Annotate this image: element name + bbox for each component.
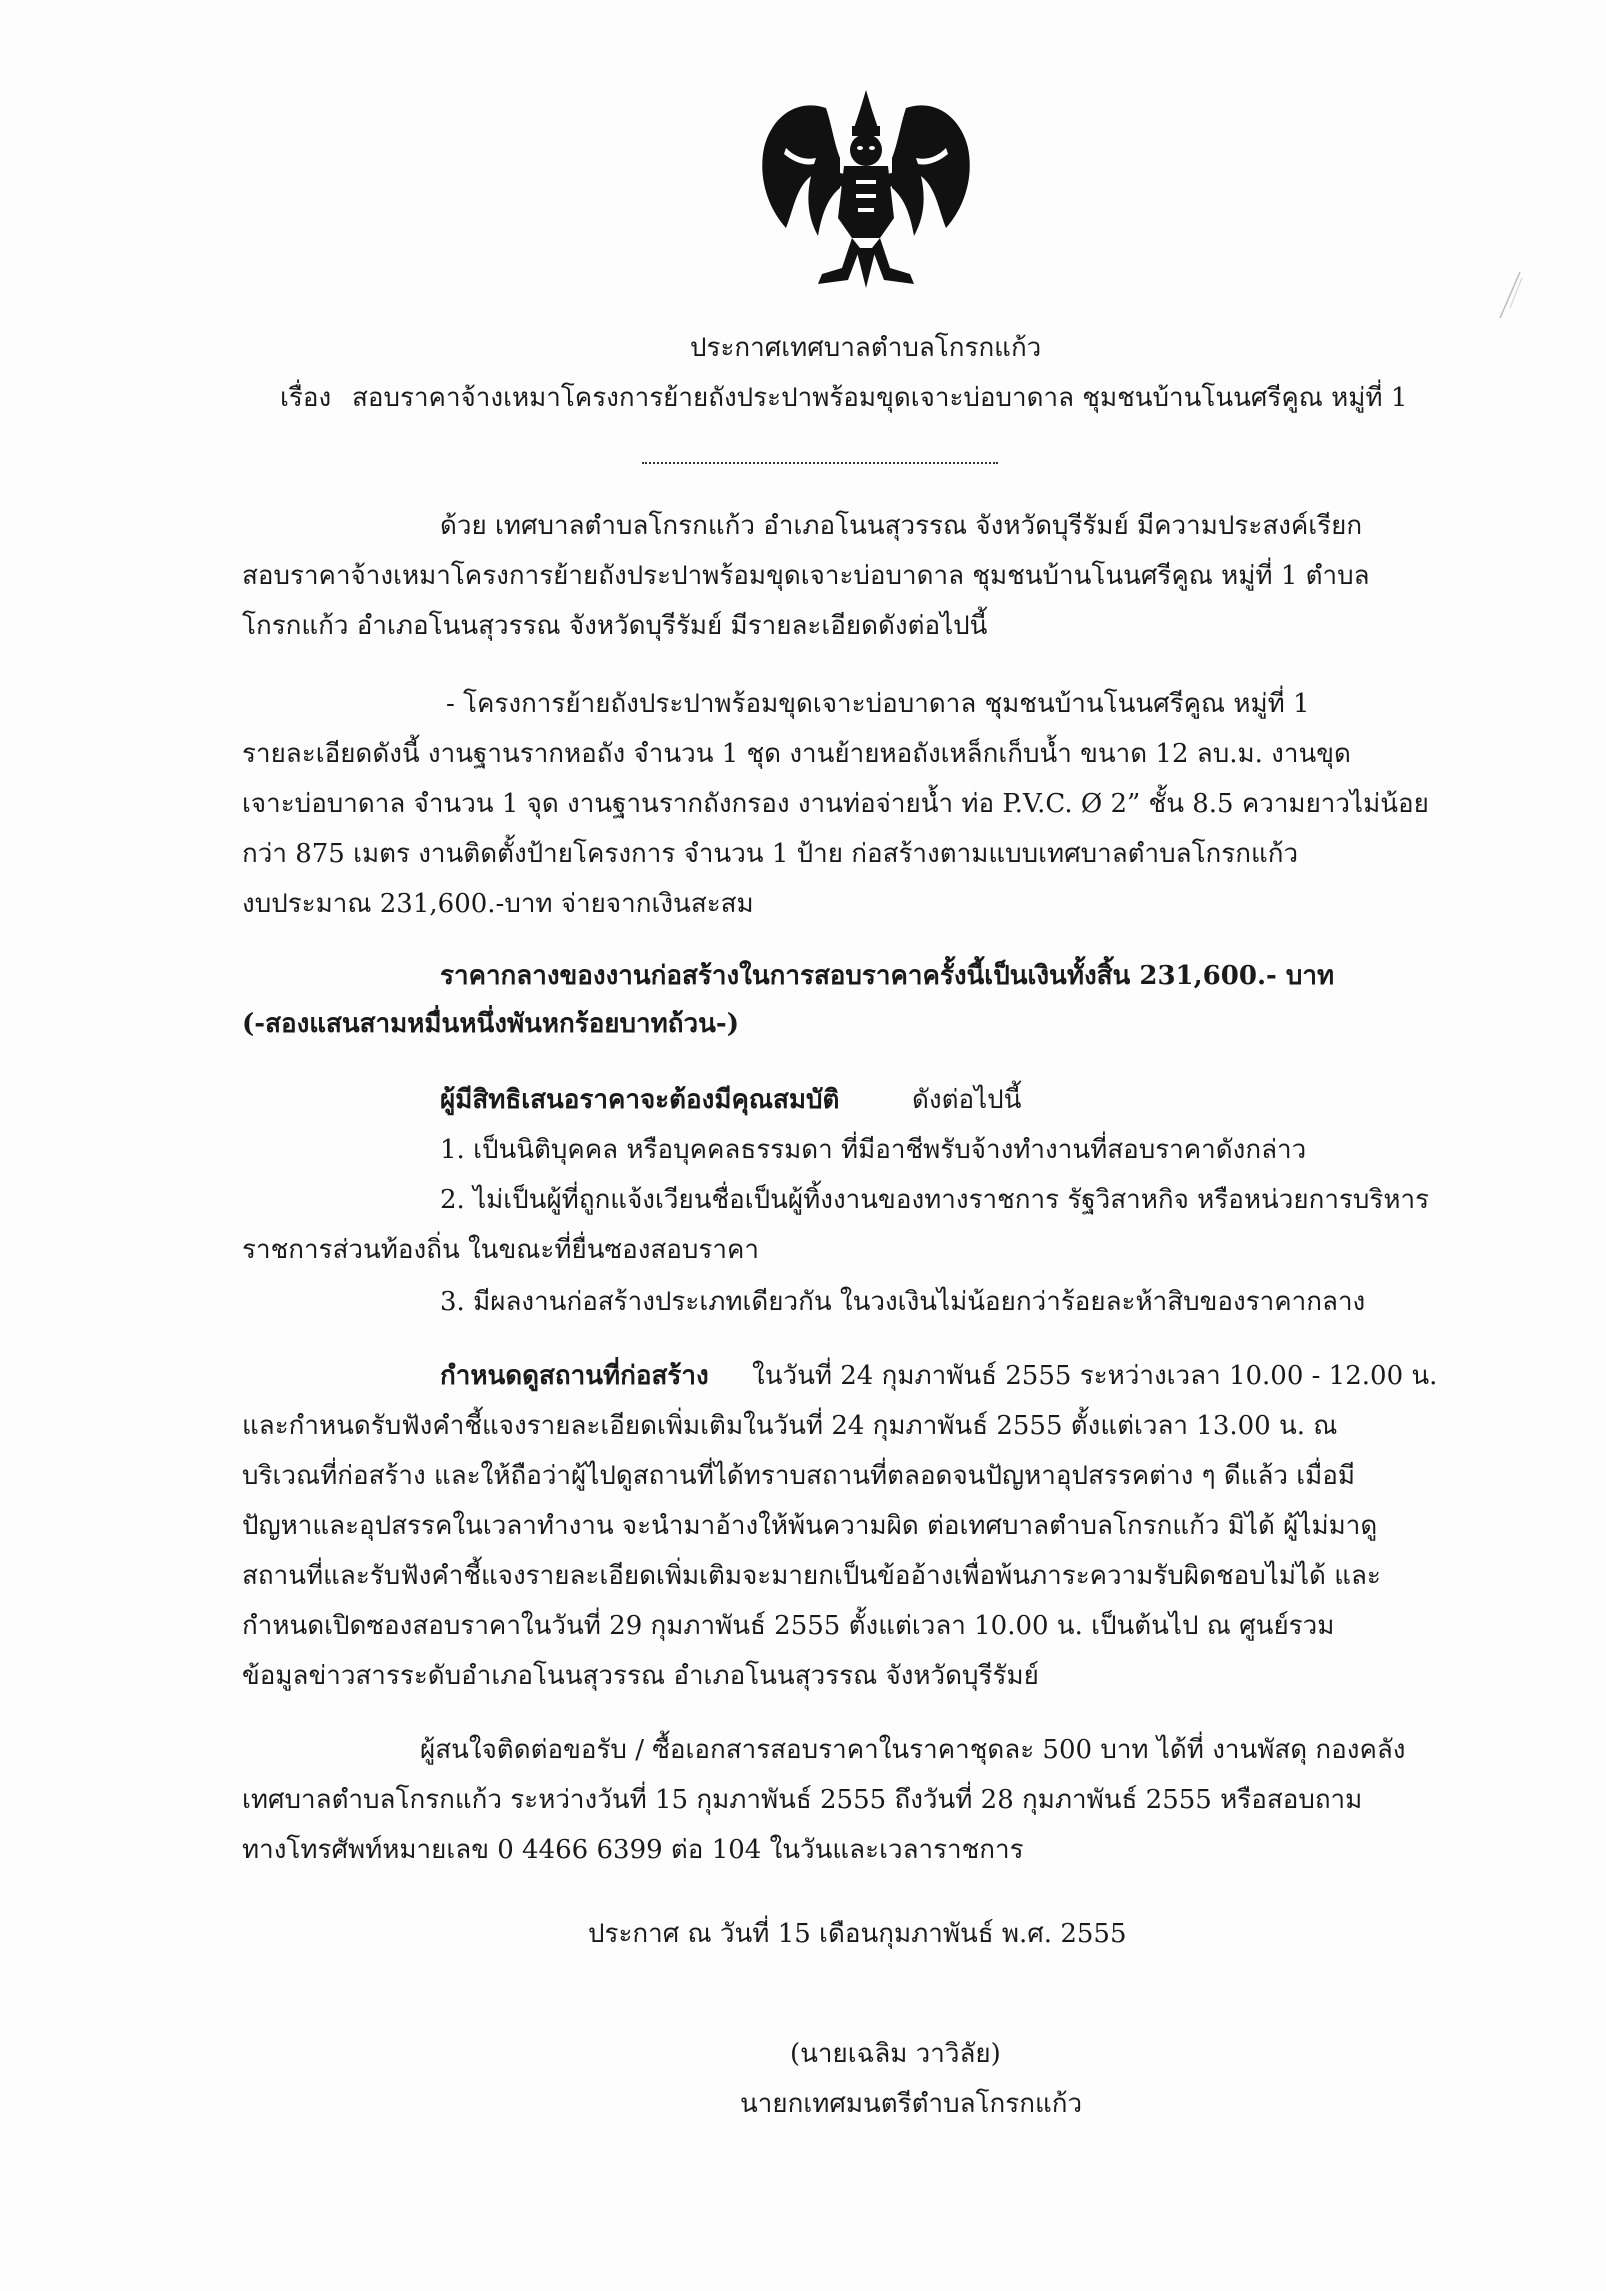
contact-line: ผู้สนใจติดต่อขอรับ / ซื้อเอกสารสอบราคาในราคาชุดละ 500 บาท ได้ที่ งานพัสดุ กองคลัง xyxy=(420,1735,1406,1765)
intro-line: สอบราคาจ้างเหมาโครงการย้ายถังประปาพร้อมขุดเจาะบ่อบาดาล ชุมชนบ้านโนนศรีคูณ หมู่ที่ 1 ตำบล xyxy=(242,561,1370,591)
signer-name: (นายเฉลิม วาวิลัย) xyxy=(790,2039,1001,2069)
scan-mark-icon xyxy=(1490,268,1530,328)
schedule-line: กำหนดเปิดซองสอบราคาในวันที่ 29 กุมภาพันธ์ 2555 ตั้งแต่เวลา 10.00 น. เป็นต้นไป ณ ศูนย์รวม xyxy=(242,1611,1335,1641)
subject-label: เรื่อง xyxy=(280,383,332,413)
median-price-line: ราคากลางของงานก่อสร้างในการสอบราคาครั้งนี้เป็นเงินทั้งสิ้น 231,600.- บาท xyxy=(440,961,1335,991)
signer-position: นายกเทศมนตรีตำบลโกรกแก้ว xyxy=(740,2089,1083,2119)
qualifications-heading-suffix: ดังต่อไปนี้ xyxy=(912,1085,1022,1115)
qualification-item: 1. เป็นนิติบุคคล หรือบุคคลธรรมดา ที่มีอาชีพรับจ้างทำงานที่สอบราคาดังกล่าว xyxy=(440,1135,1307,1165)
intro-line: โกรกแก้ว อำเภอโนนสุวรรณ จังหวัดบุรีรัมย์ มีรายละเอียดดังต่อไปนี้ xyxy=(242,611,988,641)
qualifications-heading: ผู้มีสิทธิเสนอราคาจะต้องมีคุณสมบัติ xyxy=(440,1085,840,1115)
schedule-line: ข้อมูลข่าวสารระดับอำเภอโนนสุวรรณ อำเภอโนนสุวรรณ จังหวัดบุรีรัมย์ xyxy=(242,1661,1039,1691)
schedule-line: บริเวณที่ก่อสร้าง และให้ถือว่าผู้ไปดูสถานที่ได้ทราบสถานที่ตลอดจนปัญหาอุปสรรคต่าง ๆ ดีแล้ว เมื่อมี xyxy=(242,1461,1356,1491)
project-line: รายละเอียดดังนี้ งานฐานรากหอถัง จำนวน 1 ชุด งานย้ายหอถังเหล็กเก็บน้ำ ขนาด 12 ลบ.ม. งานขุด xyxy=(242,739,1351,769)
contact-line: ทางโทรศัพท์หมายเลข 0 4466 6399 ต่อ 104 ในวันและเวลาราชการ xyxy=(242,1835,1024,1865)
project-line: กว่า 875 เมตร งานติดตั้งป้ายโครงการ จำนวน 1 ป้าย ก่อสร้างตามแบบเทศบาลตำบลโกรกแก้ว xyxy=(242,839,1299,869)
schedule-heading: กำหนดดูสถานที่ก่อสร้าง xyxy=(440,1361,709,1391)
schedule-line: ในวันที่ 24 กุมภาพันธ์ 2555 ระหว่างเวลา 10.00 - 12.00 น. xyxy=(752,1361,1438,1391)
project-line: เจาะบ่อบาดาล จำนวน 1 จุด งานฐานรากถังกรอง งานท่อจ่ายน้ำ ท่อ P.V.C. Ø 2” ชั้น 8.5 ความยาวไม่น้อย xyxy=(242,789,1429,819)
schedule-line: และกำหนดรับฟังคำชี้แจงรายละเอียดเพิ่มเติมในวันที่ 24 กุมภาพันธ์ 2555 ตั้งแต่เวลา 13.00 น. ณ xyxy=(242,1411,1338,1441)
title-divider xyxy=(642,462,998,464)
subject-text: สอบราคาจ้างเหมาโครงการย้ายถังประปาพร้อมขุดเจาะบ่อบาดาล ชุมชนบ้านโนนศรีคูณ หมู่ที่ 1 xyxy=(352,383,1408,413)
schedule-line: สถานที่และรับฟังคำชี้แจงรายละเอียดเพิ่มเติมจะมายกเป็นข้ออ้างเพื่อพ้นภาระความรับผิดชอบไม่ได้ และ xyxy=(242,1561,1381,1591)
document-title: ประกาศเทศบาลตำบลโกรกแก้ว xyxy=(690,333,1042,363)
garuda-emblem-icon xyxy=(756,88,976,298)
qualification-item: ราชการส่วนท้องถิ่น ในขณะที่ยื่นซองสอบราคา xyxy=(242,1235,759,1265)
project-line: งบประมาณ 231,600.-บาท จ่ายจากเงินสะสม xyxy=(242,889,754,919)
intro-line: ด้วย เทศบาลตำบลโกรกแก้ว อำเภอโนนสุวรรณ จังหวัดบุรีรัมย์ มีความประสงค์เรียก xyxy=(440,511,1363,541)
qualification-item: 2. ไม่เป็นผู้ที่ถูกแจ้งเวียนชื่อเป็นผู้ทิ้งงานของทางราชการ รัฐวิสาหกิจ หรือหน่วยการบริหาร xyxy=(440,1185,1430,1215)
project-line: - โครงการย้ายถังประปาพร้อมขุดเจาะบ่อบาดาล ชุมชนบ้านโนนศรีคูณ หมู่ที่ 1 xyxy=(446,689,1310,719)
median-price-words: (-สองแสนสามหมื่นหนึ่งพันหกร้อยบาทถ้วน-) xyxy=(242,1009,739,1039)
qualification-item: 3. มีผลงานก่อสร้างประเภทเดียวกัน ในวงเงินไม่น้อยกว่าร้อยละห้าสิบของราคากลาง xyxy=(440,1287,1366,1317)
schedule-line: ปัญหาและอุปสรรคในเวลาทำงาน จะนำมาอ้างให้พ้นความผิด ต่อเทศบาลตำบลโกรกแก้ว มิได้ ผู้ไม่มาดู xyxy=(242,1511,1378,1541)
announce-date: ประกาศ ณ วันที่ 15 เดือนกุมภาพันธ์ พ.ศ. 2555 xyxy=(588,1919,1127,1949)
contact-line: เทศบาลตำบลโกรกแก้ว ระหว่างวันที่ 15 กุมภาพันธ์ 2555 ถึงวันที่ 28 กุมภาพันธ์ 2555 หรือสอบถาม xyxy=(242,1785,1363,1815)
